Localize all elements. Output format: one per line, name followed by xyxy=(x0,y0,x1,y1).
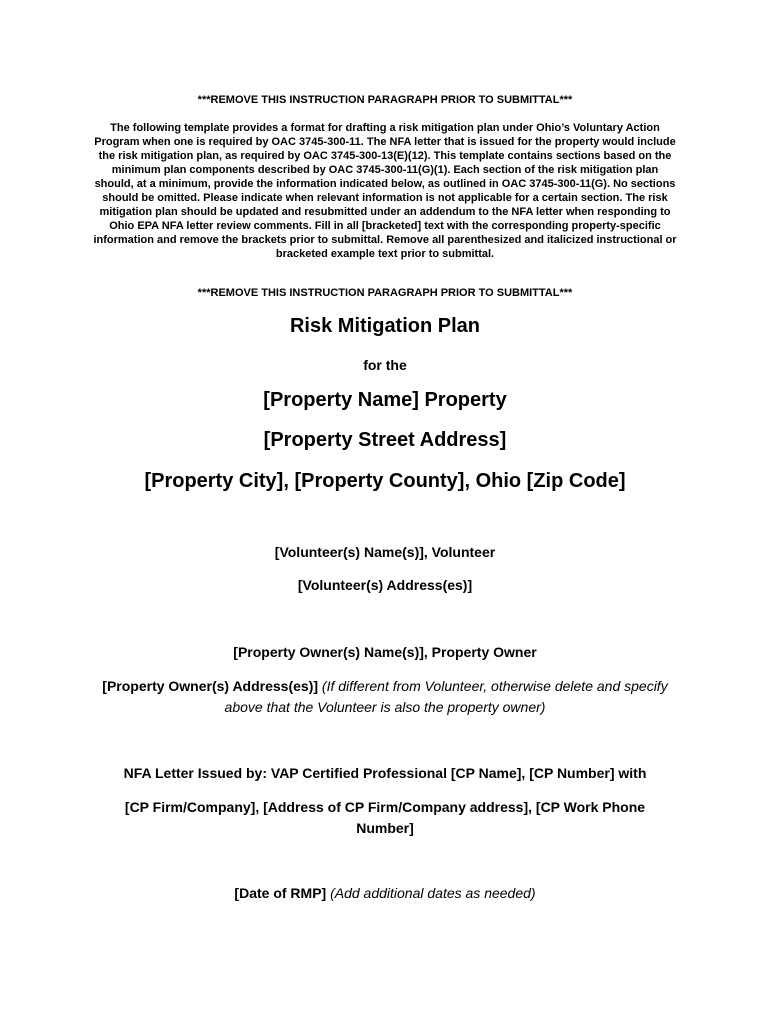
property-owner-address: [Property Owner(s) Address(es)] xyxy=(102,678,319,694)
instruction-footer: ***REMOVE THIS INSTRUCTION PARAGRAPH PRIOR TO SUBMITTAL*** xyxy=(197,287,573,299)
property-owner-address-note: (If different from Volunteer, otherwise delete and specify above that the Volunteer is also the property owner) xyxy=(224,678,668,715)
property-owner-name: [Property Owner(s) Name(s)], Property Owner xyxy=(233,644,537,660)
volunteer-name: [Volunteer(s) Name(s)], Volunteer xyxy=(274,544,496,560)
rmp-date-block xyxy=(0,885,770,901)
property-street-address: [Property Street Address] xyxy=(263,429,507,451)
instruction-paragraph: The following template provides a format for drafting a risk mitigation plan under Ohio’s Voluntary Action Program when one is required by OAC 3745-300-11. The NFA letter that is issued for the property would include the risk mitigation plan, as required by OAC 3745-300-13(E)(12). This template contains sections based on the minimum plan components described by OAC 3745-300-11(G)(1). Each section of the risk mitigation plan should, at a minimum, provide the information indicated below, as outlined in OAC 3745-300-11(G). No sections should be omitted. Please indicate when relevant information is not applicable for a certain section. The risk mitigation plan should be updated and resubmitted under an addendum to the NFA letter when responding to Ohio EPA NFA letter review comments. Fill in all [bracketed] text with the corresponding property-specific information and remove the brackets prior to submittal. Remove all parenthesized and italicized instructional or bracketed example text prior to submittal. xyxy=(93,122,677,260)
for-the-text: for the xyxy=(363,357,407,373)
property-name: [Property Name] Property xyxy=(263,389,507,411)
property-owner-address-block xyxy=(95,676,675,718)
property-city-line: [Property City], [Property County], Ohio [Zip Code] xyxy=(144,470,626,492)
instruction-header: ***REMOVE THIS INSTRUCTION PARAGRAPH PRIOR TO SUBMITTAL*** xyxy=(197,94,573,106)
nfa-issuer-line-1: NFA Letter Issued by: VAP Certified Professional [CP Name], [CP Number] with xyxy=(123,765,647,781)
rmp-date: [Date of RMP] xyxy=(234,885,327,901)
rmp-date-note: (Add additional dates as needed) xyxy=(330,885,536,901)
document-title: Risk Mitigation Plan xyxy=(289,315,481,337)
nfa-issuer-line-2: [CP Firm/Company], [Address of CP Firm/Company address], [CP Work Phone Number] xyxy=(124,799,646,836)
volunteer-address: [Volunteer(s) Address(es)] xyxy=(297,577,473,593)
